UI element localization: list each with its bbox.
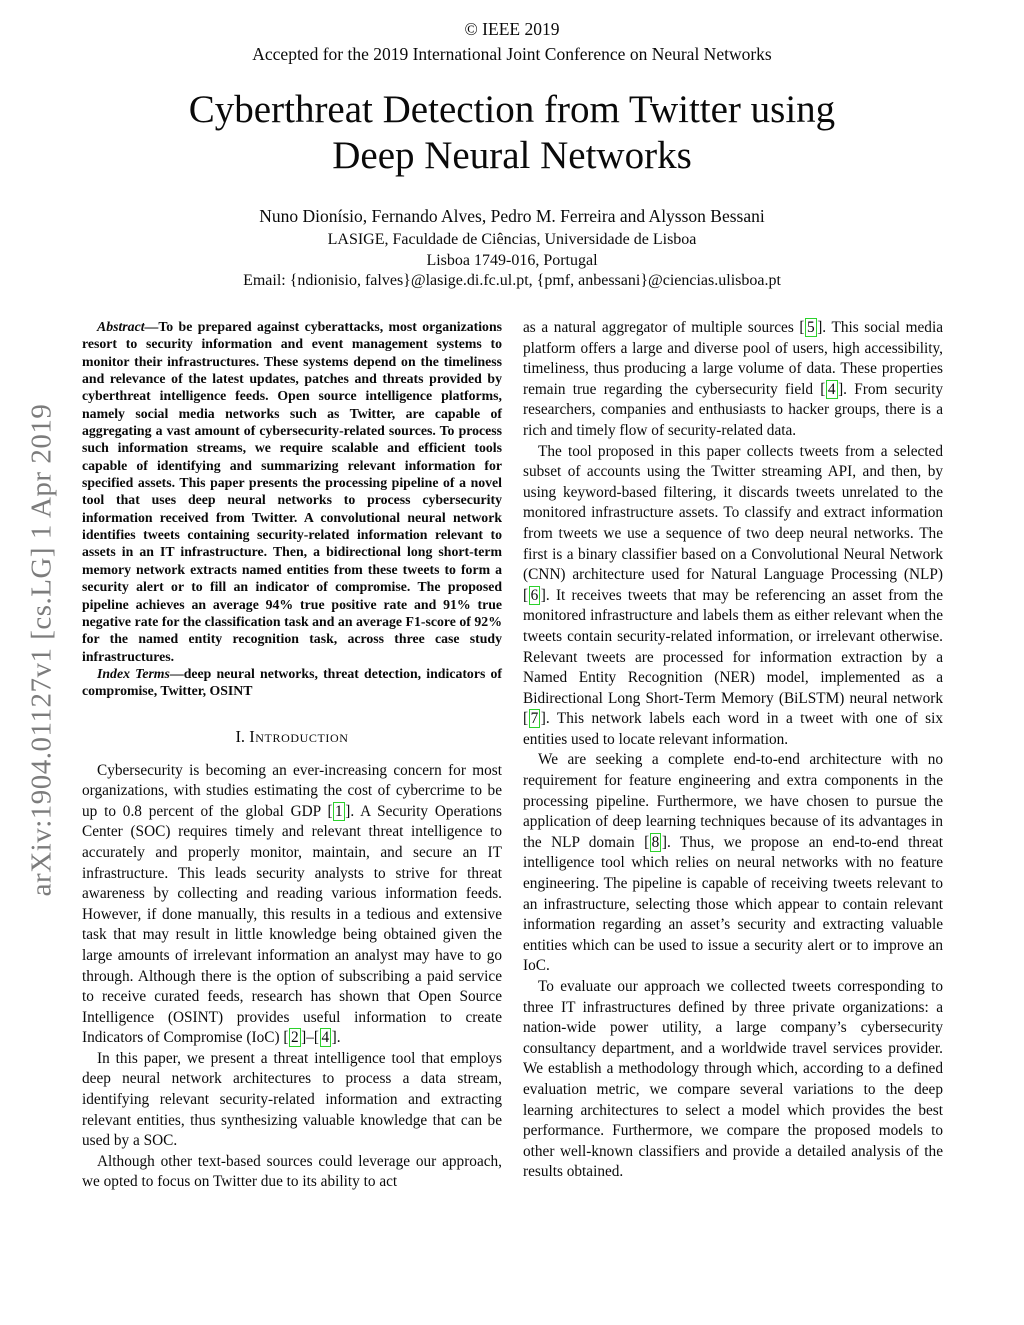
affiliation-line: LASIGE, Faculdade de Ciências, Universidade de Lisboa — [327, 231, 697, 248]
left-column — [82, 318, 502, 1193]
citation-link-7[interactable]: 7 — [530, 710, 539, 728]
copyright-line: © IEEE 2019 — [464, 19, 560, 39]
intro-paragraph-3: Although other text-based sources could leverage our approach, we opted to focus on Twitter due to its ability to act — [82, 1152, 502, 1191]
citation-link-2[interactable]: 2 — [290, 1029, 299, 1047]
citation-link-4[interactable]: 4 — [827, 380, 836, 398]
two-column-body — [82, 318, 943, 1193]
citation-link-5[interactable]: 5 — [807, 319, 815, 336]
index-terms-lead: Index Terms — [97, 665, 170, 681]
arxiv-stamp: arXiv:1904.01127v1 [cs.LG] 1 Apr 2019 — [25, 403, 58, 897]
abstract-lead: Abstract — [97, 319, 145, 334]
index-terms-paragraph — [82, 665, 502, 700]
intro-paragraph-2: In this paper, we present a threat intelligence tool that employs deep neural network architectures to process a data stream, identifying relevant security-related information and extracting relevant entities, thus synthesizing valuable knowledge that can be used by a SOC. — [82, 1049, 502, 1150]
citation-link-4[interactable]: 4 — [321, 1029, 330, 1047]
right-paragraph-3: We are seeking a complete end-to-end architecture with no requirement for feature engineering and extra components in the processing pipeline. Furthermore, we have chosen to pursue the application of deep learning techniques because of its advantages in the NLP domain [ 8 ]. Thus, we propose an end-to-end threat intelligence tool which relies on neural networks with no feature engineering. The pipeline is capable of receiving tweets relevant to an infrastructure, selecting those which appear to contain relevant information regarding an asset’s security and extracting valuable entities which can be used to issue a security alert or to improve an IoC. — [523, 751, 943, 975]
citation-link-8[interactable]: 8 — [651, 833, 660, 851]
index-terms-text: —deep neural networks, threat detection, indicators of compromise, Twitter, OSINT — [82, 665, 503, 699]
paper-title-line1: Cyberthreat Detection from Twitter using — [188, 88, 836, 131]
authors-line: Nuno Dionísio, Fernando Alves, Pedro M. Ferreira and Alysson Bessani — [259, 206, 765, 226]
right-paragraph-1: as a natural aggregator of multiple sources [ 5 ]. This social media platform offers a large and diverse pool of users, high accessibility, timeliness, thus producing a large volume of data. These properties remain true regarding the cybersecurity field [ 4 ]. From security researchers, companies and enthusiasts to hacker groups, there is a rich and timely flow of security-related data. — [523, 319, 944, 439]
right-paragraph-4: To evaluate our approach we collected tweets corresponding to three IT infrastructures defined by three private organizations: a nation-wide power utility, a large company’s cybersecurity consultancy department, and a worldwide travel services provider. We establish a methodology through which, according to a defined evaluation metric, we compare several variations to the deep learning architectures to select a model which provides the best performance. Furthermore, we compare the proposed models to other well-known classifiers and provide a detailed analysis of the results obtained. — [523, 978, 943, 1181]
address-line: Lisboa 1749-016, Portugal — [426, 251, 598, 269]
intro-paragraph-1: Cybersecurity is becoming an ever-increasing concern for most organizations, with studies estimating the cost of cybercrime to be up to 0.8 percent of the global GDP [ 1 ]. A Security Operations Center (SOC) requires timely and relevant threat intelligence to accurately and properly monitor, maintain, and secure an IT infrastructure. This leads security analysts to strive for threat awareness by collecting and reading various information feeds. However, if done manually, this results in a tedious and extensive task that may result in little knowledge being obtained given the large amounts of irrelevant information an analyst may have to go through. Although there is the option of subscribing a paid service to receive curated feeds, research has shown that Open Source Intelligence (OSINT) provides useful information to create Indicators of Compromise (IoC) [ 2 ]–[ 4 ]. — [82, 761, 502, 1047]
citation-link-6[interactable]: 6 — [530, 586, 539, 604]
email-line: Email: {ndionisio, falves}@lasige.di.fc.ul.pt, {pmf, anbessani}@ciencias.ulisboa.pt — [243, 272, 781, 289]
paper-header — [0, 0, 1024, 292]
citation-link-1[interactable]: 1 — [335, 802, 343, 820]
accepted-line: Accepted for the 2019 International Joint Conference on Neural Networks — [252, 44, 772, 64]
paper-title — [0, 87, 1024, 179]
abstract-text: —To be prepared against cyberattacks, most organizations resort to security information and event management systems to monitor their infrastructures. These systems depend on the timeliness and relevance of the latest updates, patches and threats provided by cyberthreat intelligence feeds. Open source intelligence platforms, namely social media networks such as Twitter, are capable of aggregating a vast amount of cybersecurity-related sources. To process such information streams, we require scalable and efficient tools capable of identifying and summarizing relevant information for specified assets. This paper presents the processing pipeline of a novel tool that uses deep neural networks to process cybersecurity information received from Twitter. A convolutional neural network identifies tweets containing security-related information relevant to assets in an IT infrastructure. Then, a bidirectional long short-term memory network extracts named entities from these tweets to form a security alert or to fill an indicator of compromise. The proposed pipeline achieves an average 94% true positive rate and 91% true negative rate for the classification task and an average F1-score of 92% for the named entity recognition task, across three case study infrastructures. — [82, 319, 502, 664]
right-column — [523, 318, 943, 1193]
abstract-paragraph — [82, 318, 502, 665]
paper-title-line2: Deep Neural Networks — [332, 134, 692, 177]
section-heading-introduction — [82, 727, 502, 747]
right-paragraph-2: The tool proposed in this paper collects tweets from a selected subset of accounts using the Twitter streaming API, and then, by using keyword-based filtering, it discards tweets unrelated to the monitored infrastructure assets. To classify and extract information from tweets we use a sequence of two deep neural networks. The first is a binary classifier based on a Convolutional Neural Network (CNN) architecture used for Natural Language Processing (NLP) [ 6 ]. It receives tweets that may be referencing an asset from the monitored infrastructure and labels them as either relevant when the tweets contain security-related information, or irrelevant otherwise. Relevant tweets are processed for information extraction by a Named Entity Recognition (NER) model, implemented as a Bidirectional Long Short-Term Memory (BiLSTM) neural network [ 7 ]. This network labels each word in a tweet with one of six entities used to locate relevant information. — [523, 442, 943, 748]
section-title: Introduction — [249, 726, 349, 746]
section-number: I. — [235, 726, 246, 746]
